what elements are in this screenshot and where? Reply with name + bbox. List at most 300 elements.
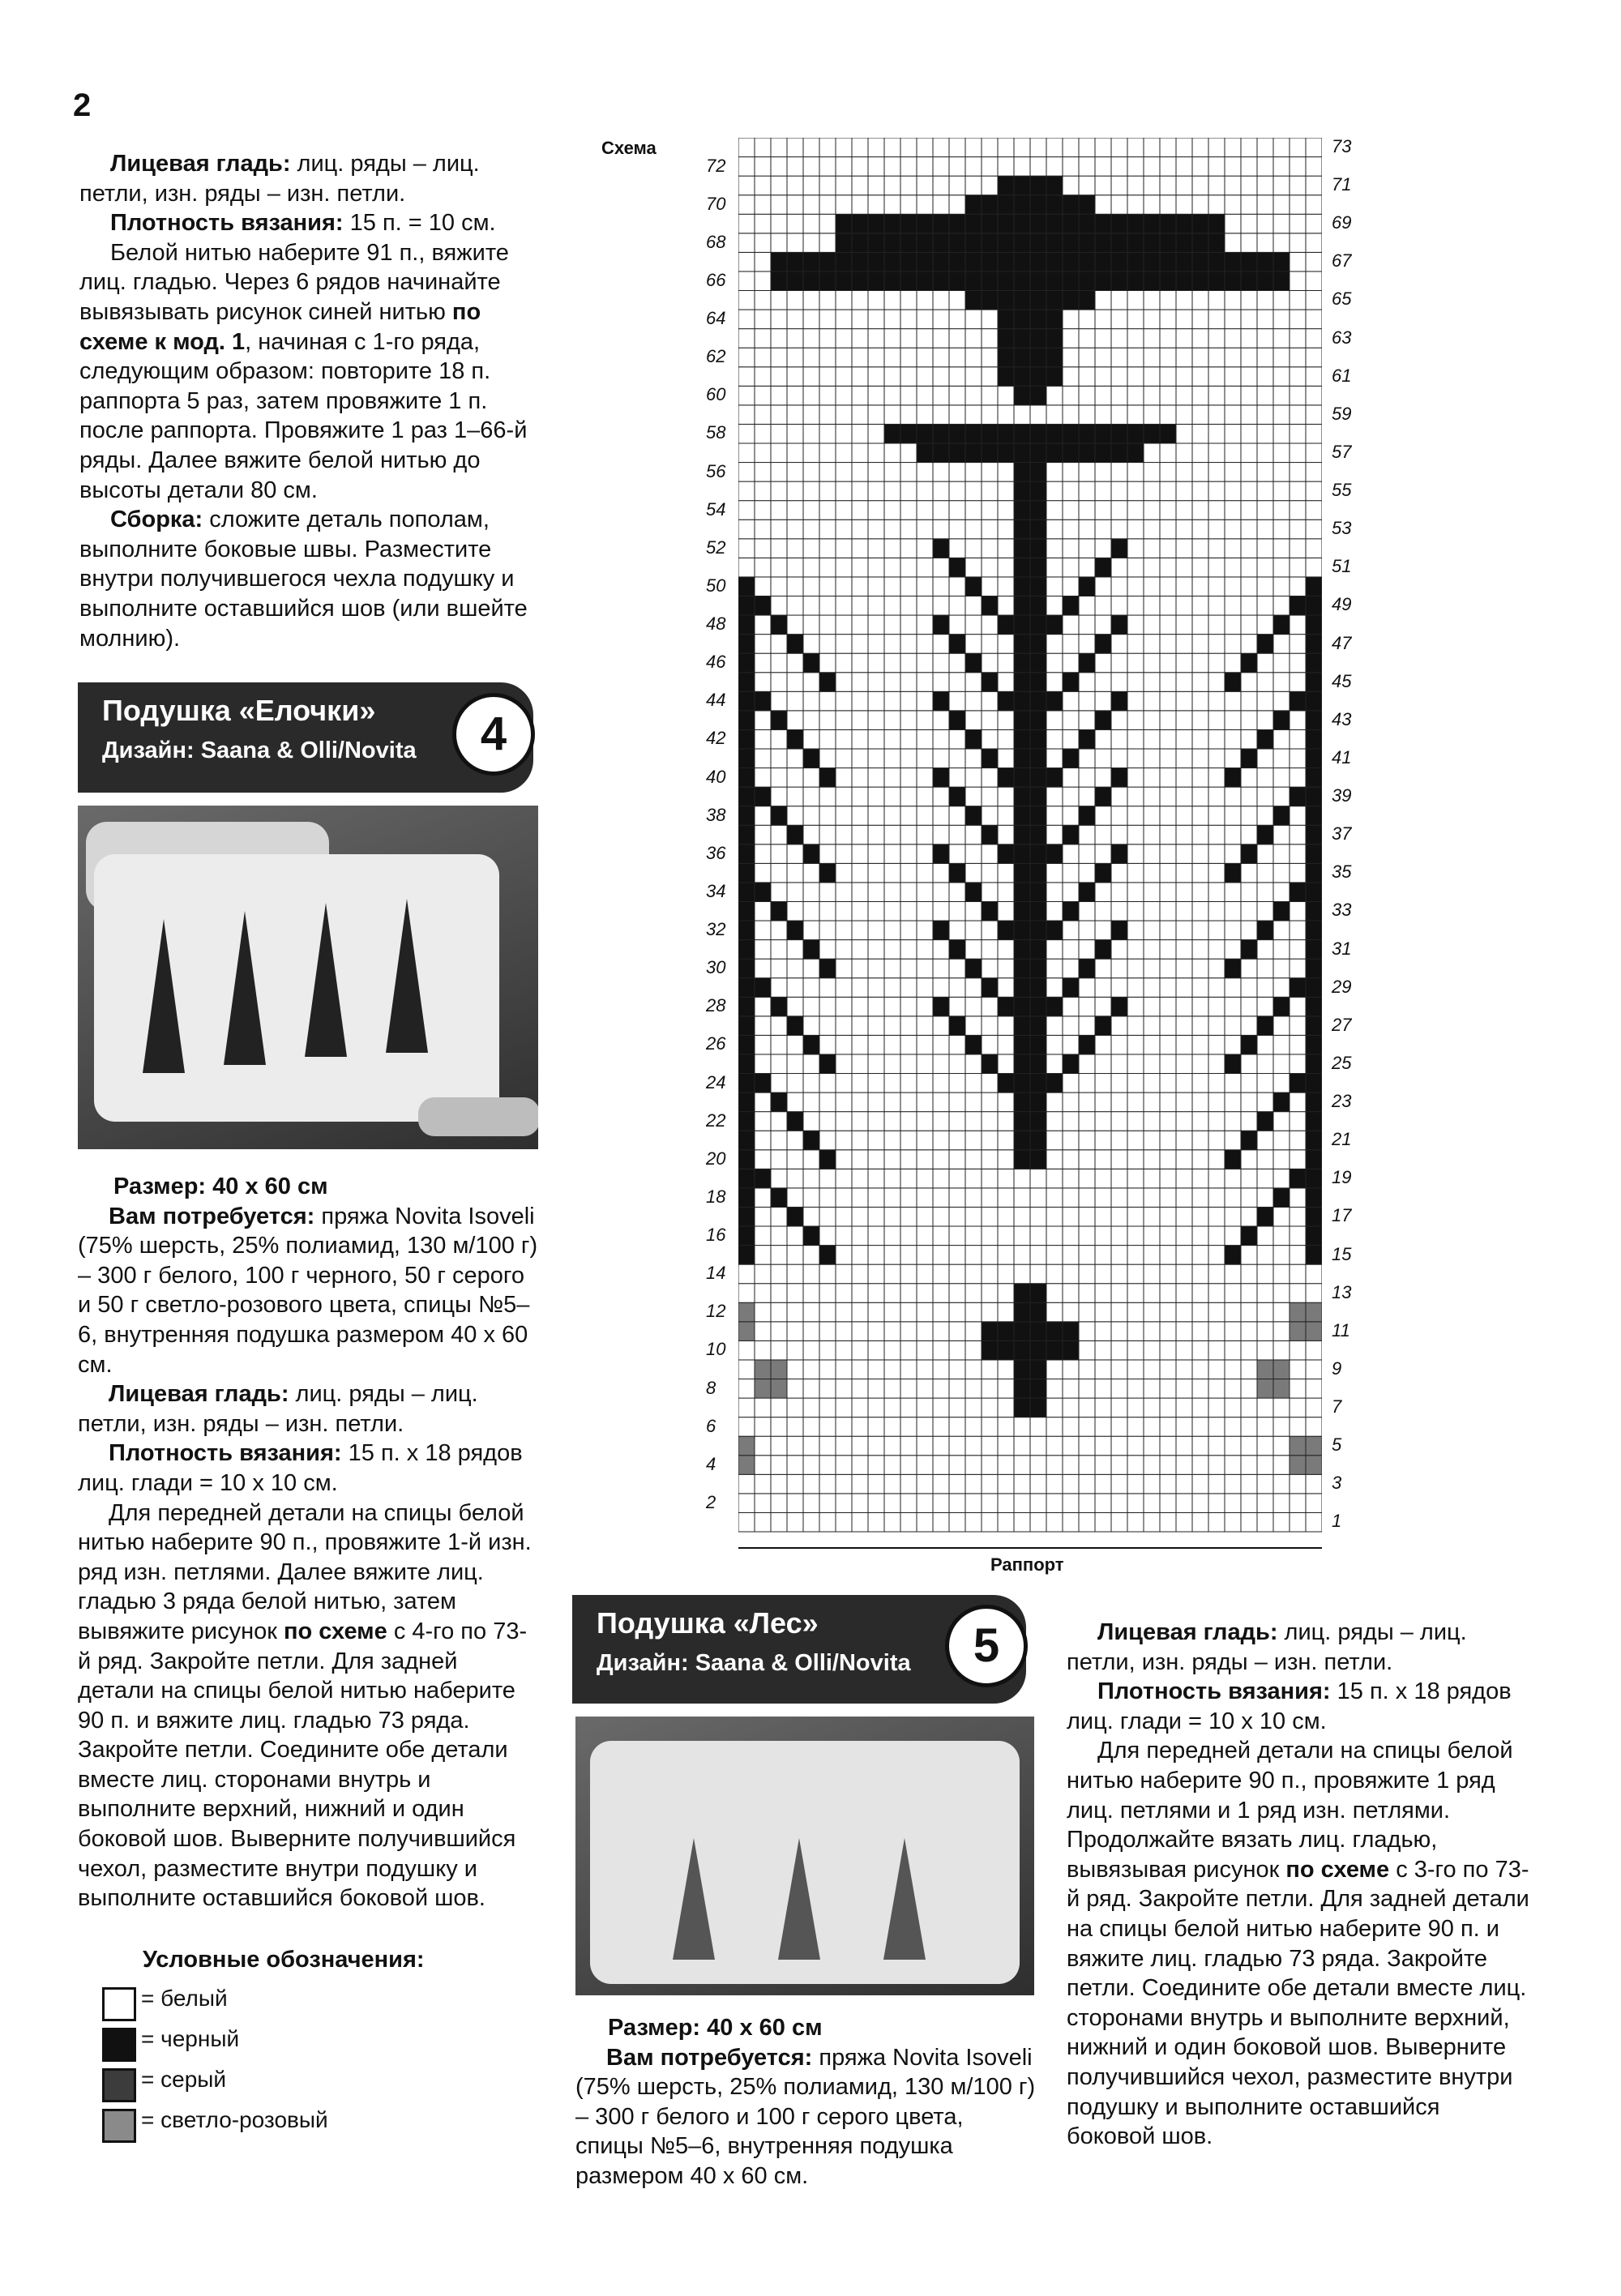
chart-cell <box>1192 1379 1208 1399</box>
chart-cell <box>982 176 998 195</box>
chart-cell <box>803 558 819 577</box>
chart-cell <box>1030 1340 1046 1360</box>
chart-cell <box>755 1284 771 1303</box>
chart-cell <box>1079 1398 1095 1417</box>
chart-cell <box>900 1131 917 1150</box>
chart-cell <box>900 787 917 806</box>
chart-cell <box>1192 463 1208 482</box>
chart-cell <box>787 1456 803 1475</box>
chart-cell <box>1144 386 1160 405</box>
chart-cell <box>900 519 917 539</box>
chart-cell <box>755 1207 771 1226</box>
chart-cell <box>998 272 1014 291</box>
chart-cell <box>1192 443 1208 463</box>
chart-cell <box>787 940 803 960</box>
chart-cell <box>1176 386 1192 405</box>
chart-cell <box>982 1512 998 1532</box>
chart-cell <box>771 1016 787 1036</box>
legend-swatch-gray <box>102 2068 136 2102</box>
legend-title: Условные обозначения: <box>143 1947 425 1973</box>
chart-cell <box>836 1246 852 1265</box>
chart-cell <box>933 596 949 615</box>
chart-cell <box>1257 1092 1273 1112</box>
chart-cell <box>965 1494 982 1513</box>
chart-cell <box>965 1398 982 1417</box>
chart-cell <box>884 844 900 864</box>
chart-cell <box>1306 1360 1322 1379</box>
chart-cell <box>1127 1246 1144 1265</box>
chart-cell <box>965 863 982 883</box>
chart-cell <box>852 348 868 367</box>
chart-cell <box>1273 1474 1290 1494</box>
chart-cell <box>1241 1226 1257 1246</box>
chart-cell <box>1046 1340 1063 1360</box>
chart-cell <box>868 1417 884 1437</box>
chart-cell <box>755 501 771 520</box>
chart-cell <box>1095 463 1111 482</box>
chart-cell <box>1079 691 1095 711</box>
chart-cell <box>998 138 1014 157</box>
chart-cell <box>982 1436 998 1456</box>
chart-cell <box>917 290 933 310</box>
chart-cell <box>1014 1264 1030 1284</box>
chart-cell <box>1127 539 1144 558</box>
chart-cell <box>1095 138 1111 157</box>
row-number-right: 41 <box>1332 746 1352 767</box>
chart-cell <box>965 1054 982 1074</box>
chart-cell <box>1127 978 1144 998</box>
chart-cell <box>1127 1074 1144 1093</box>
chart-cell <box>900 883 917 902</box>
chart-cell <box>965 1360 982 1379</box>
chart-cell <box>1192 901 1208 921</box>
chart-cell <box>771 138 787 157</box>
chart-cell <box>1273 1456 1290 1475</box>
chart-cell <box>738 825 755 844</box>
chart-cell <box>933 749 949 768</box>
chart-cell <box>738 1054 755 1074</box>
chart-cell <box>1176 195 1192 215</box>
chart-cell <box>1111 1494 1127 1513</box>
chart-cell <box>738 1207 755 1226</box>
chart-cell <box>917 405 933 425</box>
chart-cell <box>1241 1169 1257 1188</box>
chart-cell <box>836 272 852 291</box>
chart-cell <box>998 749 1014 768</box>
model5-face-bold: Лицевая гладь: <box>1097 1619 1278 1645</box>
chart-cell <box>1192 481 1208 501</box>
chart-cell <box>1160 1226 1176 1246</box>
chart-cell <box>1176 1226 1192 1246</box>
chart-cell <box>1208 1474 1225 1494</box>
chart-cell <box>1127 463 1144 482</box>
chart-cell <box>884 195 900 215</box>
chart-cell <box>1079 978 1095 998</box>
chart-cell <box>771 195 787 215</box>
chart-cell <box>1160 1494 1176 1513</box>
chart-cell <box>1306 290 1322 310</box>
chart-cell <box>819 749 836 768</box>
chart-cell <box>1306 1035 1322 1054</box>
chart-cell <box>771 1169 787 1188</box>
chart-cell <box>933 157 949 177</box>
chart-cell <box>1030 1092 1046 1112</box>
chart-cell <box>852 1054 868 1074</box>
chart-cell <box>900 1246 917 1265</box>
chart-cell <box>819 1512 836 1532</box>
chart-cell <box>982 940 998 960</box>
chart-cell <box>1290 806 1306 826</box>
row-number-right: 57 <box>1332 441 1352 462</box>
chart-cell <box>1290 424 1306 443</box>
chart-cell <box>900 195 917 215</box>
chart-cell <box>1306 329 1322 348</box>
chart-cell <box>803 481 819 501</box>
chart-cell <box>1290 367 1306 387</box>
chart-cell <box>1241 367 1257 387</box>
chart-cell <box>949 749 965 768</box>
chart-cell <box>771 367 787 387</box>
model4-need-text: пряжа Novita Isoveli (75% шерсть, 25% полиамид, 130 м/100 г) – 300 г белого, 100 г черного, 50 г серого и 50 г светло-розового цвета, спицы №5–6, внутренняя подушка размером 40 x 60 см. <box>78 1203 538 1378</box>
chart-cell <box>819 138 836 157</box>
chart-cell <box>1273 386 1290 405</box>
chart-cell <box>1306 1474 1322 1494</box>
legend-label-black: = черный <box>141 2026 240 2051</box>
chart-cell <box>933 1131 949 1150</box>
chart-cell <box>1144 558 1160 577</box>
chart-cell <box>868 214 884 233</box>
chart-cell <box>900 1322 917 1341</box>
chart-cell <box>1046 1112 1063 1131</box>
chart-cell <box>917 729 933 749</box>
chart-cell <box>738 1436 755 1456</box>
chart-cell <box>1111 214 1127 233</box>
model5-density-paragraph <box>1067 1677 1530 1736</box>
chart-cell <box>1257 1112 1273 1131</box>
chart-cell <box>1192 711 1208 730</box>
chart-cell <box>852 1131 868 1150</box>
chart-cell <box>1290 1074 1306 1093</box>
chart-cell <box>965 959 982 978</box>
chart-cell <box>1030 615 1046 635</box>
chart-cell <box>1192 997 1208 1016</box>
chart-cell <box>965 1246 982 1265</box>
chart-cell <box>1208 749 1225 768</box>
chart-cell <box>787 539 803 558</box>
row-number-left: 56 <box>706 460 726 481</box>
chart-cell <box>787 1016 803 1036</box>
chart-cell <box>1225 768 1241 788</box>
chart-cell <box>819 615 836 635</box>
chart-cell <box>738 711 755 730</box>
chart-cell <box>949 1417 965 1437</box>
chart-cell <box>1127 1169 1144 1188</box>
chart-cell <box>1063 901 1079 921</box>
chart-cell <box>1225 1226 1241 1246</box>
chart-cell <box>900 1417 917 1437</box>
chart-cell <box>1079 1340 1095 1360</box>
chart-cell <box>1290 310 1306 329</box>
chart-cell <box>1063 1494 1079 1513</box>
chart-cell <box>787 1246 803 1265</box>
chart-cell <box>949 501 965 520</box>
chart-cell <box>1079 806 1095 826</box>
chart-cell <box>1095 405 1111 425</box>
chart-cell <box>787 673 803 692</box>
chart-cell <box>917 615 933 635</box>
chart-cell <box>868 252 884 272</box>
chart-cell <box>933 214 949 233</box>
chart-cell <box>771 386 787 405</box>
chart-cell <box>1030 290 1046 310</box>
chart-cell <box>933 863 949 883</box>
chart-cell <box>787 1188 803 1208</box>
chart-cell <box>1306 691 1322 711</box>
chart-cell <box>1257 1379 1273 1399</box>
chart-cell <box>1144 138 1160 157</box>
intro-instr-bold: по схеме к мод. 1 <box>79 298 481 355</box>
chart-cell <box>755 883 771 902</box>
chart-cell <box>755 635 771 654</box>
model5-need-bold: Вам потребуется: <box>606 2044 813 2071</box>
chart-cell <box>755 940 771 960</box>
chart-cell <box>1079 1512 1095 1532</box>
chart-cell <box>1306 1284 1322 1303</box>
chart-cell <box>852 405 868 425</box>
chart-cell <box>1192 1246 1208 1265</box>
chart-cell <box>1095 1512 1111 1532</box>
intro-density-text: 15 п. = 10 см. <box>343 210 496 237</box>
chart-cell <box>868 1150 884 1169</box>
chart-cell <box>1225 1246 1241 1265</box>
chart-cell <box>1144 577 1160 596</box>
intro-text <box>79 149 537 653</box>
chart-cell <box>982 1092 998 1112</box>
chart-cell <box>1095 1360 1111 1379</box>
chart-cell <box>1046 940 1063 960</box>
chart-cell <box>803 1150 819 1169</box>
chart-cell <box>836 1340 852 1360</box>
chart-cell <box>1273 1360 1290 1379</box>
chart-cell <box>933 463 949 482</box>
chart-cell <box>949 691 965 711</box>
chart-cell <box>965 310 982 329</box>
chart-cell <box>803 138 819 157</box>
chart-cell <box>1127 768 1144 788</box>
chart-cell <box>1063 233 1079 253</box>
chart-cell <box>1014 749 1030 768</box>
chart-cell <box>884 463 900 482</box>
chart-cell <box>982 787 998 806</box>
chart-cell <box>836 501 852 520</box>
chart-cell <box>1014 1456 1030 1475</box>
chart-cell <box>803 1112 819 1131</box>
chart-cell <box>1046 1417 1063 1437</box>
chart-cell <box>1257 711 1273 730</box>
chart-cell <box>933 539 949 558</box>
chart-cell <box>755 673 771 692</box>
chart-cell <box>1176 443 1192 463</box>
chart-cell <box>949 1302 965 1322</box>
chart-cell <box>1079 749 1095 768</box>
chart-cell <box>900 1226 917 1246</box>
chart-cell <box>1095 443 1111 463</box>
chart-cell <box>965 691 982 711</box>
chart-cell <box>771 729 787 749</box>
chart-cell <box>803 825 819 844</box>
chart-cell <box>1290 1246 1306 1265</box>
chart-cell <box>1079 1016 1095 1036</box>
chart-cell <box>949 1360 965 1379</box>
chart-cell <box>965 901 982 921</box>
chart-cell <box>884 176 900 195</box>
chart-cell <box>1273 558 1290 577</box>
chart-cell <box>852 596 868 615</box>
chart-cell <box>852 883 868 902</box>
chart-cell <box>738 921 755 940</box>
chart-cell <box>1208 424 1225 443</box>
chart-cell <box>1095 577 1111 596</box>
chart-cell <box>803 386 819 405</box>
chart-cell <box>1225 1150 1241 1169</box>
chart-cell <box>900 176 917 195</box>
chart-cell <box>1160 405 1176 425</box>
chart-cell <box>1111 424 1127 443</box>
chart-cell <box>771 1379 787 1399</box>
chart-cell <box>771 959 787 978</box>
model5-instr-b: с 3-го по 73-й ряд. Закройте петли. Для задней детали на спицы белой нитью наберите 90 п. и вяжите лиц. гладью 73 ряда. Закройте петли. Соедините обе детали вместе лиц. сторонами внутрь и выполните верхний, нижний и один боковой шов. Выверните получившийся чехол, разместите внутри подушку и выполните оставшийся боковой шов. <box>1067 1856 1529 2150</box>
chart-cell <box>1095 959 1111 978</box>
chart-cell <box>868 1112 884 1131</box>
chart-cell <box>965 501 982 520</box>
row-number-right: 65 <box>1332 289 1352 310</box>
chart-cell <box>1241 787 1257 806</box>
chart-cell <box>803 290 819 310</box>
chart-cell <box>917 1302 933 1322</box>
chart-cell <box>738 195 755 215</box>
row-number-left: 60 <box>706 384 726 405</box>
chart-cell <box>884 1092 900 1112</box>
chart-cell <box>738 1131 755 1150</box>
chart-cell <box>1144 997 1160 1016</box>
chart-cell <box>998 539 1014 558</box>
chart-cell <box>933 577 949 596</box>
intro-instructions-paragraph <box>79 238 537 505</box>
chart-cell <box>1144 1264 1160 1284</box>
chart-cell <box>1095 481 1111 501</box>
chart-cell <box>852 1379 868 1399</box>
chart-cell <box>1111 787 1127 806</box>
chart-cell <box>1290 1112 1306 1131</box>
chart-cell <box>884 653 900 673</box>
chart-cell <box>1241 1074 1257 1093</box>
chart-cell <box>965 1226 982 1246</box>
chart-cell <box>1241 901 1257 921</box>
chart-cell <box>1144 405 1160 425</box>
chart-cell <box>852 673 868 692</box>
chart-cell <box>1144 673 1160 692</box>
chart-cell <box>836 290 852 310</box>
chart-cell <box>1111 883 1127 902</box>
chart-cell <box>1290 1512 1306 1532</box>
chart-cell <box>998 1092 1014 1112</box>
chart-cell <box>738 883 755 902</box>
chart-cell <box>1160 157 1176 177</box>
chart-cell <box>998 424 1014 443</box>
chart-cell <box>819 1436 836 1456</box>
chart-cell <box>982 272 998 291</box>
chart-cell <box>1063 711 1079 730</box>
chart-cell <box>1030 1246 1046 1265</box>
chart-cell <box>819 844 836 864</box>
row-number-right: 51 <box>1332 556 1352 577</box>
chart-cell <box>755 825 771 844</box>
chart-cell <box>965 940 982 960</box>
chart-cell <box>1111 1226 1127 1246</box>
chart-cell <box>787 519 803 539</box>
chart-cell <box>1079 1322 1095 1341</box>
chart-cell <box>1095 1207 1111 1226</box>
chart-cell <box>965 176 982 195</box>
chart-cell <box>1257 1456 1273 1475</box>
chart-cell <box>1290 1436 1306 1456</box>
chart-cell <box>1095 1226 1111 1246</box>
chart-cell <box>1290 195 1306 215</box>
chart-cell <box>852 463 868 482</box>
chart-cell <box>998 863 1014 883</box>
chart-cell <box>933 424 949 443</box>
chart-cell <box>998 1131 1014 1150</box>
chart-cell <box>1257 1188 1273 1208</box>
chart-cell <box>1208 635 1225 654</box>
row-number-right: 43 <box>1332 708 1352 729</box>
row-number-left: 32 <box>706 919 726 940</box>
chart-cell <box>1063 329 1079 348</box>
chart-cell <box>1063 635 1079 654</box>
chart-cell <box>771 1417 787 1437</box>
chart-cell <box>982 214 998 233</box>
chart-cell <box>803 806 819 826</box>
chart-cell <box>982 635 998 654</box>
chart-cell <box>1306 1264 1322 1284</box>
chart-cell <box>933 519 949 539</box>
chart-cell <box>836 252 852 272</box>
chart-cell <box>1111 1074 1127 1093</box>
chart-cell <box>787 405 803 425</box>
chart-cell <box>852 558 868 577</box>
chart-cell <box>1290 825 1306 844</box>
chart-cell <box>900 1302 917 1322</box>
chart-cell <box>1176 481 1192 501</box>
chart-cell <box>1030 138 1046 157</box>
chart-cell <box>998 481 1014 501</box>
chart-cell <box>900 978 917 998</box>
chart-cell <box>1063 424 1079 443</box>
chart-cell <box>1290 233 1306 253</box>
chart-cell <box>965 1207 982 1226</box>
chart-cell <box>1160 1284 1176 1303</box>
chart-cell <box>1063 157 1079 177</box>
chart-cell <box>1225 844 1241 864</box>
chart-cell <box>1306 863 1322 883</box>
chart-cell <box>900 1456 917 1475</box>
chart-cell <box>1079 825 1095 844</box>
chart-cell <box>1306 729 1322 749</box>
chart-cell <box>1208 1264 1225 1284</box>
chart-cell <box>868 1207 884 1226</box>
chart-cell <box>836 1188 852 1208</box>
chart-cell <box>1192 921 1208 940</box>
